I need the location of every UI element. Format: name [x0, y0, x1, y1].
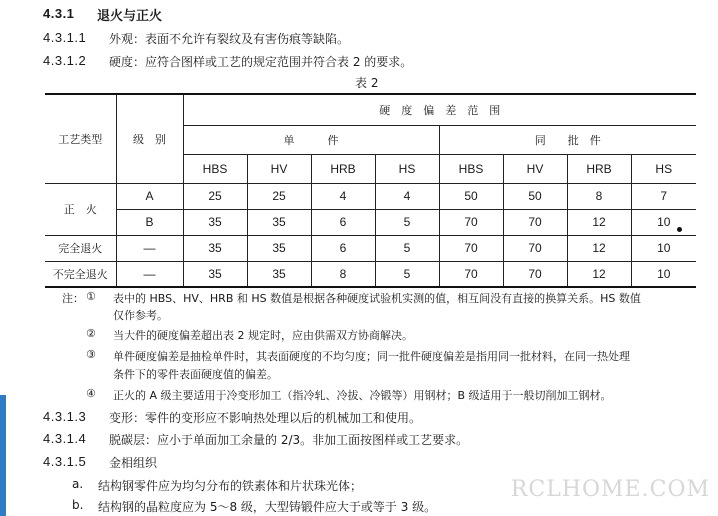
value-cell: 35	[183, 235, 247, 261]
process-cell: 完全退火	[45, 235, 116, 261]
value-cell: 12	[567, 209, 631, 235]
list-item: 结构钢零件应为均匀分布的铁素体和片状珠光体；	[98, 479, 363, 493]
clause-number: 4.3.1.3	[43, 409, 87, 424]
value-cell: 6	[311, 209, 375, 235]
grade-cell: B	[116, 209, 183, 235]
value-cell: 7	[631, 183, 696, 209]
note-marker: ④	[86, 387, 96, 400]
note-text: 当大件的硬度偏差超出表 2 规定时，应由供需双方协商解决。	[113, 329, 413, 342]
section-title: 退火与正火	[97, 9, 163, 24]
value-cell: 10	[631, 261, 696, 287]
note-marker: ②	[86, 327, 96, 340]
note-text: 正火的 A 级主要适用于冷变形加工（指冷轧、冷拔、冷锻等）用钢材；B 级适用于一般切削加工钢材。	[113, 389, 612, 402]
value-cell: 50	[439, 183, 503, 209]
subheader-cell: HV	[503, 154, 567, 183]
table-row	[45, 183, 696, 209]
header-grade: 级 别	[116, 94, 183, 183]
value-cell: 5	[375, 209, 439, 235]
subheader-cell: HS	[631, 154, 696, 183]
note-text: 单件硬度偏差是抽检单件时，其表面硬度的不均匀度；同一批件硬度偏差是指用同一批材料，在同一热处理	[113, 350, 630, 363]
ink-dot	[677, 227, 682, 232]
notes-label: 注：	[62, 292, 84, 305]
value-cell: 35	[247, 209, 311, 235]
clause-title: 金相组织	[109, 456, 158, 470]
value-cell: 70	[439, 209, 503, 235]
section-number: 4.3.1	[43, 6, 75, 21]
value-cell: 8	[567, 183, 631, 209]
value-cell: 5	[375, 261, 439, 287]
clause-number: 4.3.1.5	[43, 454, 87, 469]
subheader-cell: HBS	[439, 154, 503, 183]
list-item: 结构钢的晶粒度应为 5～8 级，大型铸锻件应大于或等于 3 级。	[98, 500, 437, 514]
clause-text: 硬度：应符合图样或工艺的规定范围并符合表 2 的要求。	[109, 55, 413, 69]
value-cell: 70	[439, 261, 503, 287]
subheader-cell: HBS	[183, 154, 247, 183]
value-cell: 12	[567, 235, 631, 261]
value-cell: 25	[247, 183, 311, 209]
grade-cell: A	[116, 183, 183, 209]
table-row	[45, 209, 696, 235]
value-cell: 8	[311, 261, 375, 287]
clause-text: 脱碳层：应小于单面加工余量的 2/3。非加工面按图样或工艺要求。	[109, 433, 469, 447]
value-cell: 70	[503, 261, 567, 287]
value-cell: 35	[183, 209, 247, 235]
clause-number: 4.3.1.4	[43, 431, 87, 446]
subheader-cell: HRB	[311, 154, 375, 183]
window-edge-strip	[0, 395, 6, 516]
note-marker: ③	[86, 348, 96, 361]
header-single-piece: 单 件	[183, 125, 439, 154]
value-cell: 35	[183, 261, 247, 287]
list-marker: b.	[72, 498, 84, 512]
process-cell: 不完全退火	[45, 261, 116, 287]
table-row	[45, 261, 696, 287]
value-cell: 25	[183, 183, 247, 209]
header-same-batch: 同 批 件	[439, 125, 696, 154]
clause-text: 变形：零件的变形应不影响热处理以后的机械加工和使用。	[109, 411, 422, 425]
clause-number: 4.3.1.1	[43, 30, 87, 45]
value-cell: 50	[503, 183, 567, 209]
hardness-deviation-table	[45, 93, 696, 288]
grade-cell: —	[116, 235, 183, 261]
table-row	[45, 235, 696, 261]
process-cell: 正 火	[45, 183, 116, 235]
subheader-cell: HRB	[567, 154, 631, 183]
value-cell: 4	[311, 183, 375, 209]
subheader-cell: HS	[375, 154, 439, 183]
list-marker: a.	[72, 477, 84, 491]
clause-number: 4.3.1.2	[43, 53, 87, 68]
header-process-type: 工艺类型	[45, 94, 116, 183]
header-hardness-range: 硬 度 偏 差 范 围	[183, 94, 696, 125]
table-caption: 表 2	[355, 76, 379, 90]
value-cell: 10	[631, 209, 696, 235]
value-cell: 35	[247, 235, 311, 261]
note-marker: ①	[86, 290, 96, 303]
note-text: 表中的 HBS、HV、HRB 和 HS 数值是根据各种硬度试验机实测的值，相互间没有直接的换算关系。HS 数值	[113, 292, 641, 305]
note-text: 仅作参考。	[113, 309, 168, 322]
value-cell: 4	[375, 183, 439, 209]
value-cell: 5	[375, 235, 439, 261]
clause-text: 外观：表面不允许有裂纹及有害伤痕等缺陷。	[109, 32, 350, 46]
watermark: RCLHOME.COM	[510, 477, 710, 502]
value-cell: 12	[567, 261, 631, 287]
note-text: 条件下的零件表面硬度值的偏差。	[113, 368, 278, 381]
value-cell: 70	[503, 209, 567, 235]
grade-cell: —	[116, 261, 183, 287]
value-cell: 35	[247, 261, 311, 287]
value-cell: 6	[311, 235, 375, 261]
cropped-text-fragment	[360, 0, 718, 4]
value-cell: 70	[503, 235, 567, 261]
subheader-cell: HV	[247, 154, 311, 183]
value-cell: 70	[439, 235, 503, 261]
value-cell: 10	[631, 235, 696, 261]
